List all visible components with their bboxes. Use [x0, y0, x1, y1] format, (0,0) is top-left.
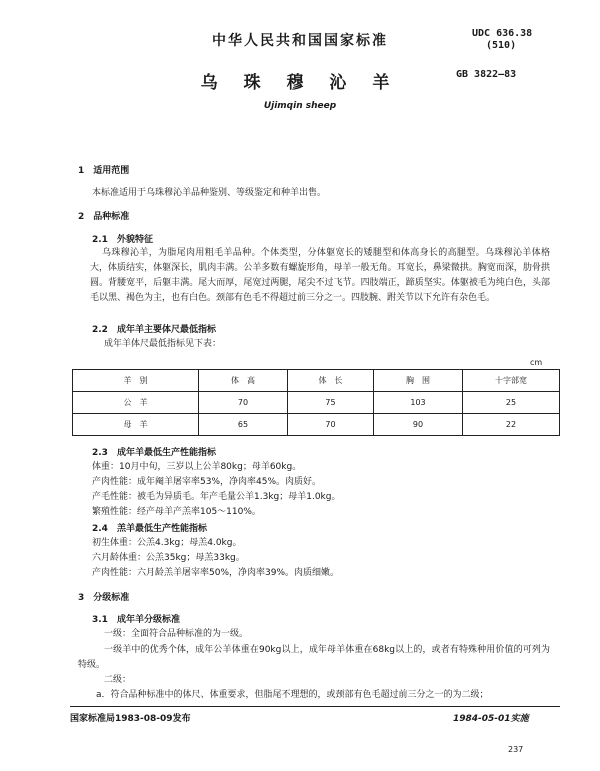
grade-1-text: 一级：全面符合品种标准的为一级。: [104, 629, 249, 639]
table-header-cell: 体 高: [199, 370, 288, 392]
table-row: [73, 414, 560, 436]
issued-date: 国家标准局1983-08-09发布: [70, 714, 191, 724]
table-cell: 70: [199, 392, 288, 414]
section-2-2-heading: 2.2 成年羊主要体尺最低指标: [92, 325, 216, 335]
grade-2-label: 二级：: [104, 675, 132, 685]
s24-line: 产肉性能：六月龄羔羊屠宰率50%，净肉率39%。肉质细嫩。: [92, 568, 340, 578]
table-row: [73, 392, 560, 414]
section-1-heading: 1 适用范围: [78, 166, 130, 176]
grade-2-item-a: a．符合品种标准中的体尺、体重要求，但脂尾不理想的，或颈部有色毛超过前三分之一的为二级；: [96, 690, 489, 700]
english-title: Ujimqin sheep: [263, 101, 337, 111]
table-cell: 65: [199, 414, 288, 436]
table-cell: 70: [288, 414, 374, 436]
section-2-1-heading: 2.1 外貌特征: [92, 235, 153, 245]
s24-line: 六月龄体重：公羔35kg；母羔33kg。: [92, 553, 245, 563]
section-3-1-heading: 3.1 成年羊分级标准: [92, 615, 180, 625]
udc-code: [472, 28, 532, 52]
effective-date: 1984-05-01实施: [453, 714, 529, 724]
table-cell: 90: [374, 414, 463, 436]
footer-rule: [70, 706, 560, 707]
special-grade-text: 一级羊中的优秀个体，成年公羊体重在90kg以上，成年母羊体重在68kg以上的，或者有特殊种用价值的可列为特级。: [78, 645, 550, 670]
s23-line: 产毛性能：被毛为异质毛。年产毛量公羊1.3kg；母羊1.0kg。: [92, 492, 341, 502]
table-cell: 75: [288, 392, 374, 414]
standard-title: 乌 珠 穆 沁 羊: [200, 73, 400, 93]
section-2-3-heading: 2.3 成年羊最低生产性能指标: [92, 448, 216, 458]
s24-line: 初生体重：公羔4.3kg；母羔4.0kg。: [92, 538, 242, 548]
section-2-1-text: 乌珠穆沁羊，为脂尾肉用粗毛羊品种。个体类型，分体躯宽长的矮腿型和体高身长的高腿型。乌珠穆沁羊体格大，体质结实，体躯深长，肌肉丰满。公羊多数有螺旋形角，母羊一般无角。耳宽长，鼻梁微拱。胸宽而深，肋骨拱圆。背腰宽平，后躯丰满。尾大而厚，尾宽过两腿，尾尖不过飞节。四肢端正，蹄质坚实。体躯被毛为纯白色，头部毛以黑、褐色为主，也有白色。颈部有色毛不得超过前三分之一。四肢腕、跗关节以下允许有杂色毛。: [90, 248, 550, 303]
table-cell: 22: [463, 414, 560, 436]
section-2-4-heading: 2.4 羔羊最低生产性能指标: [92, 524, 207, 534]
body-size-table: [72, 369, 560, 436]
gb-number: GB 3822—83: [456, 69, 517, 80]
table-header-cell: 体 长: [288, 370, 374, 392]
s23-line: 体重：10月中旬，三岁以上公羊80kg；母羊60kg。: [92, 462, 302, 472]
table-cell: 母 羊: [73, 414, 199, 436]
table-cell: 25: [463, 392, 560, 414]
table-header-cell: 十字部宽: [463, 370, 560, 392]
table-header-cell: 胸 围: [374, 370, 463, 392]
table-cell: 公 羊: [73, 392, 199, 414]
page-number: 237: [508, 745, 524, 754]
s23-line: 产肉性能：成年阉羊屠宰率53%，净肉率45%。肉质好。: [92, 477, 322, 487]
udc-sub: (510): [486, 40, 517, 51]
section-3-heading: 3 分级标准: [78, 593, 130, 603]
table-unit: cm: [530, 358, 543, 367]
standard-org-header: 中华人民共和国国家标准: [212, 33, 388, 49]
s23-line: 繁殖性能：经产母羊产羔率105～110%。: [92, 507, 261, 517]
section-2-heading: 2 品种标准: [78, 212, 130, 222]
udc-main: UDC 636.38: [472, 28, 533, 39]
table-header-cell: 羊 别: [73, 370, 199, 392]
section-2-2-intro: 成年羊体尺最低指标见下表：: [104, 339, 222, 349]
table-header-row: [73, 370, 560, 392]
table-cell: 103: [374, 392, 463, 414]
section-1-text: 本标准适用于乌珠穆沁羊品种鉴别、等级鉴定和种羊出售。: [92, 188, 327, 198]
